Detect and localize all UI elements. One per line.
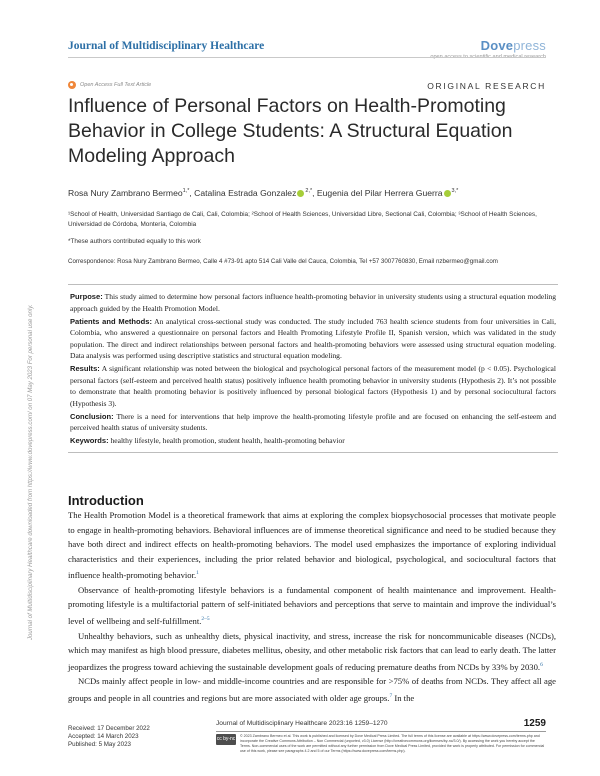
methods-text: An analytical cross-sectional study was conducted. The study included 763 health science students from four universities in Cali, Colombia, who answered a questionnaire on personal factors and Health Promoting Lifestyle Profile II, Spanish version, which was validated in the study population. The direct and indirect relationships between personal factors and health-promoting behaviors were assessed using structural equation modeling. Data analysis was performed using descriptive statistics and structural equation modeling.: [70, 316, 556, 360]
publisher-tagline: open access to scientific and medical research: [430, 54, 546, 60]
author-affiliation-mark: 2,*: [305, 188, 313, 195]
article-title: Influence of Personal Factors on Health-Promoting Behavior in College Students: A Structural Equation Modeling Approach: [68, 95, 513, 167]
open-access-label: Open Access Full Text Article: [80, 82, 152, 88]
author-name: Catalina Estrada Gonzalez: [194, 188, 297, 198]
footer-divider: [216, 731, 546, 732]
keywords-label: Keywords:: [70, 436, 109, 445]
author-name: Rosa Nury Zambrano Bermeo: [68, 188, 183, 198]
journal-title: Journal of Multidisciplinary Healthcare: [68, 40, 265, 52]
author-affiliation-mark: 3,*: [451, 188, 459, 195]
purpose-label: Purpose:: [70, 292, 103, 301]
publisher-name: Dove: [480, 38, 514, 53]
open-access-icon: [68, 81, 76, 89]
author-list: Rosa Nury Zambrano Bermeo$^{1,*}$, Catalina Estrada Gonzalez $^{2,*}$, Eugenia del Pilar Herrera Guerra $^{3,*}$: [68, 188, 459, 198]
received-date: Received: 17 December 2022: [68, 725, 150, 732]
page-number: 1259: [523, 718, 546, 729]
paragraph-text: NCDs mainly affect people in low- and middle-income countries and are responsible for >75% of deaths from NCDs. They affect all age groups and people in all countries and regions but are more associated with older age groups.: [68, 676, 556, 703]
paragraph: [68, 583, 556, 629]
results-text: A significant relationship was noted between the biological and psychological personal factors of the measurement model (p < 0.05). Psychological personal factors (self-esteem and perceived health status) positively influence health promoting behavior in university students (Hypothesis 2). It’s not possible to demonstrate that health promoting behavior is positively influenced by personal biological factors (Hypothesis 1) and by personal sociocultural factors (Hypothesis 3).: [70, 364, 556, 408]
introduction-body: [68, 508, 556, 705]
license-block: [216, 734, 546, 754]
paragraph-text: The Health Promotion Model is a theoretical framework that aims at exploring the complex biopsychosocial processes that motivate people to engage in health-promoting behaviors. Behavioral influences are of immense theoretical significance and need to be studied because they have both direct and indirect effects on health-promoting behaviors. The model used emphasizes the importance of exploring individual characteristics and their experiences, including the prior related behavior and biological, psychological, and sociocultural factors that influence health-promoting behavior.: [68, 510, 556, 581]
open-access-badge: [68, 81, 151, 89]
abstract-keywords: [70, 435, 556, 447]
conclusion-label: Conclusion:: [70, 411, 114, 421]
paragraph: [68, 508, 556, 583]
paragraph-text: Observance of health-promoting lifestyle behaviors is a fundamental component of health maintenance and improvement. Health-promoting lifestyle is a multifactorial pattern of self-initiated behaviors and perceptions that serve to maintain and improve the individual’s level of wellbeing and self-fulfillment.: [68, 584, 556, 626]
methods-label: Patients and Methods:: [70, 316, 152, 326]
publisher-name-suffix: press: [513, 38, 546, 53]
citation-link[interactable]: 1: [196, 570, 199, 577]
keywords-text: healthy lifestyle, health promotion, student health, health-promoting behavior: [110, 436, 345, 445]
accepted-date: Accepted: 14 March 2023: [68, 733, 139, 740]
publication-dates: [68, 725, 150, 749]
conclusion-text: There is a need for interventions that help improve the health-promoting lifestyle profile and are focused on enhancing the self-esteem and perceived health status of university students.: [70, 411, 556, 432]
creative-commons-icon[interactable]: cc by-nc: [216, 734, 236, 745]
citation-link[interactable]: 2–5: [201, 616, 210, 623]
abstract-results: [70, 363, 556, 409]
orcid-icon[interactable]: [444, 190, 451, 197]
abstract: [68, 284, 558, 453]
published-date: Published: 5 May 2023: [68, 741, 131, 748]
citation-link[interactable]: 6: [540, 661, 543, 668]
abstract-conclusion: [70, 411, 556, 434]
download-watermark: [26, 120, 36, 640]
affiliations: ¹School of Health, Universidad Santiago de Cali, Cali, Colombia; ²School of Health Sciences, Universidad Libre, Sectional Cali, Colombia; ³School of Health Sciences, Universidad de Córdoba, Montería, Colombia: [68, 211, 537, 228]
contribution-note: *These authors contributed equally to this work: [68, 238, 201, 245]
paragraph: [68, 674, 556, 705]
section-heading-introduction: Introduction: [68, 493, 144, 508]
abstract-methods: [70, 316, 556, 362]
purpose-text: This study aimed to determine how personal factors influence health-promoting behavior in university students using a structural equation modeling approach guided by the Health Promotion Model.: [70, 292, 556, 313]
correspondence: Correspondence: Rosa Nury Zambrano Bermeo, Calle 4 #73-91 apto 514 Cali Valle del Cauca, Colombia, Tel +57 3007760830, Email nzbermeo@gmail.com: [68, 258, 498, 265]
author-affiliation-mark: 1,*: [182, 188, 190, 195]
abstract-purpose: [70, 291, 556, 314]
license-text: © 2023 Zambrano Bermeo et al. This work is published and licensed by Dove Medical Press Limited. The full terms of this license are available at https://www.dovepress.com/terms.php and incorporate the Creative Commons Attribution – Non Commercial (unported, v3.0) License (http://creativecommons.org/licenses/by-nc/3.0/). By accessing the work you hereby accept the Terms. Non-commercial uses of the work are permitted without any further permission from Dove Medical Press Limited, provided the work is properly attributed. For permission for commercial use of this work, please see paragraphs 4.2 and 5 of our Terms (https://www.dovepress.com/terms.php).: [240, 734, 545, 753]
header-divider: [68, 57, 546, 58]
article-type: ORIGINAL RESEARCH: [427, 81, 546, 91]
orcid-icon[interactable]: [297, 190, 304, 197]
download-watermark-text: Journal of Multidisciplinary Healthcare downloaded from https://www.dovepress.com/ on 07 May 2023 For personal use only.: [27, 304, 34, 640]
footer-journal-reference: Journal of Multidisciplinary Healthcare 2023:16 1259–1270: [216, 720, 388, 727]
paragraph-text: In the: [392, 692, 415, 703]
paragraph-text: Unhealthy behaviors, such as unhealthy diets, physical inactivity, and stress, increase the risk for noncommunicable diseases (NCDs), which may manifest as high blood pressure, diabetes mellitus, obesity, and other metabolic risk factors that can lead to early death. The latter jeopardizes the progress toward achieving the sustainable development goals of reducing premature deaths from NCDs by 33% by 2030.: [68, 630, 556, 672]
results-label: Results:: [70, 364, 100, 373]
author-name: Eugenia del Pilar Herrera Guerra: [316, 188, 443, 198]
citation-link[interactable]: 7: [389, 692, 393, 699]
paragraph: [68, 629, 556, 675]
